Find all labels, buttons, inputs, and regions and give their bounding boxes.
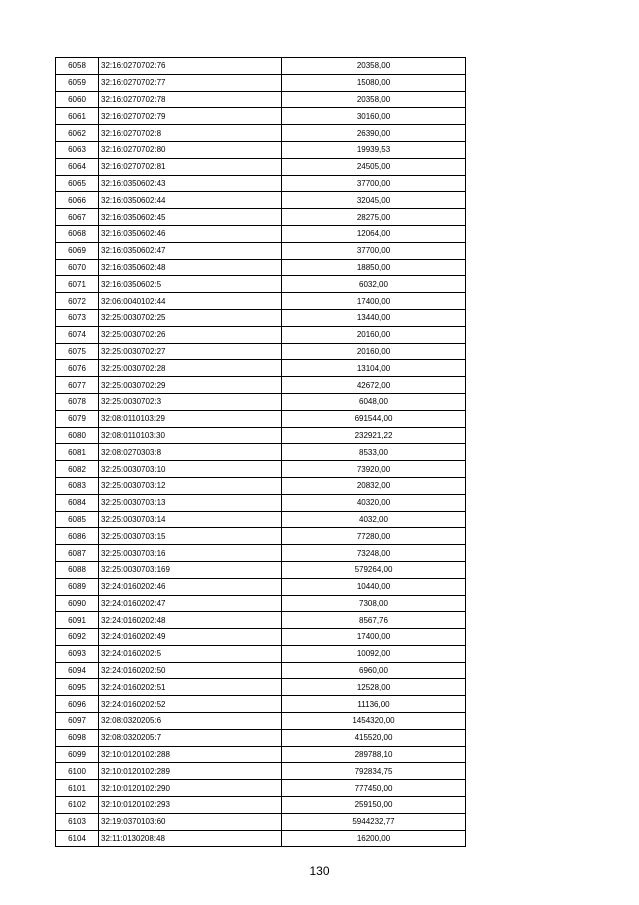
- value-cell: 40320,00: [282, 494, 466, 511]
- cadastral-number-cell: 32:08:0110103:30: [99, 427, 282, 444]
- cadastral-number-cell: 32:25:0030703:169: [99, 561, 282, 578]
- cadastral-number-cell: 32:25:0030703:15: [99, 528, 282, 545]
- cadastral-number-cell: 32:16:0270702:80: [99, 141, 282, 158]
- value-cell: 5944232,77: [282, 813, 466, 830]
- row-number-cell: 6102: [56, 797, 99, 814]
- value-cell: 7308,00: [282, 595, 466, 612]
- cadastral-number-cell: 32:10:0120102:289: [99, 763, 282, 780]
- cadastral-number-cell: 32:25:0030702:27: [99, 343, 282, 360]
- row-number-cell: 6085: [56, 511, 99, 528]
- cadastral-number-cell: 32:24:0160202:46: [99, 578, 282, 595]
- row-number-cell: 6063: [56, 141, 99, 158]
- table-row: [56, 444, 466, 461]
- cadastral-number-cell: 32:08:0320205:7: [99, 729, 282, 746]
- table-row: [56, 377, 466, 394]
- row-number-cell: 6100: [56, 763, 99, 780]
- cadastral-number-cell: 32:25:0030702:28: [99, 360, 282, 377]
- value-cell: 6032,00: [282, 276, 466, 293]
- value-cell: 10440,00: [282, 578, 466, 595]
- table-row: [56, 679, 466, 696]
- value-cell: 30160,00: [282, 108, 466, 125]
- value-cell: 77280,00: [282, 528, 466, 545]
- value-cell: 12064,00: [282, 225, 466, 242]
- table-row: [56, 343, 466, 360]
- cadastral-number-cell: 32:16:0270702:81: [99, 158, 282, 175]
- row-number-cell: 6072: [56, 293, 99, 310]
- value-cell: 6048,00: [282, 393, 466, 410]
- value-cell: 691544,00: [282, 410, 466, 427]
- table-row: [56, 225, 466, 242]
- value-cell: 18850,00: [282, 259, 466, 276]
- value-cell: 8567,76: [282, 612, 466, 629]
- row-number-cell: 6095: [56, 679, 99, 696]
- table-row: [56, 259, 466, 276]
- cadastral-number-cell: 32:08:0320205:6: [99, 713, 282, 730]
- cadastral-number-cell: 32:10:0120102:288: [99, 746, 282, 763]
- row-number-cell: 6080: [56, 427, 99, 444]
- table-row: [56, 511, 466, 528]
- row-number-cell: 6086: [56, 528, 99, 545]
- row-number-cell: 6088: [56, 561, 99, 578]
- cadastral-number-cell: 32:24:0160202:50: [99, 662, 282, 679]
- table-row: [56, 645, 466, 662]
- cadastral-number-cell: 32:24:0160202:52: [99, 696, 282, 713]
- cadastral-number-cell: 32:16:0350602:43: [99, 175, 282, 192]
- cadastral-number-cell: 32:25:0030702:25: [99, 309, 282, 326]
- cadastral-number-cell: 32:16:0350602:44: [99, 192, 282, 209]
- row-number-cell: 6071: [56, 276, 99, 293]
- row-number-cell: 6066: [56, 192, 99, 209]
- row-number-cell: 6084: [56, 494, 99, 511]
- table-row: [56, 125, 466, 142]
- table-row: [56, 545, 466, 562]
- value-cell: 415520,00: [282, 729, 466, 746]
- row-number-cell: 6079: [56, 410, 99, 427]
- cadastral-number-cell: 32:10:0120102:290: [99, 780, 282, 797]
- table-row: [56, 242, 466, 259]
- value-cell: 16200,00: [282, 830, 466, 847]
- row-number-cell: 6067: [56, 209, 99, 226]
- table-row: [56, 192, 466, 209]
- cadastral-number-cell: 32:19:0370103:60: [99, 813, 282, 830]
- value-cell: 12528,00: [282, 679, 466, 696]
- table-row: [56, 276, 466, 293]
- cadastral-number-cell: 32:24:0160202:47: [99, 595, 282, 612]
- cadastral-number-cell: 32:16:0270702:78: [99, 91, 282, 108]
- value-cell: 73920,00: [282, 461, 466, 478]
- row-number-cell: 6099: [56, 746, 99, 763]
- cadastral-number-cell: 32:06:0040102:44: [99, 293, 282, 310]
- row-number-cell: 6069: [56, 242, 99, 259]
- cadastral-number-cell: 32:25:0030703:14: [99, 511, 282, 528]
- row-number-cell: 6090: [56, 595, 99, 612]
- value-cell: 17400,00: [282, 293, 466, 310]
- value-cell: 20358,00: [282, 58, 466, 75]
- cadastral-number-cell: 32:16:0350602:45: [99, 209, 282, 226]
- table-row: [56, 91, 466, 108]
- row-number-cell: 6060: [56, 91, 99, 108]
- value-cell: 15080,00: [282, 74, 466, 91]
- table-row: [56, 696, 466, 713]
- row-number-cell: 6103: [56, 813, 99, 830]
- table-row: [56, 410, 466, 427]
- value-cell: 777450,00: [282, 780, 466, 797]
- row-number-cell: 6064: [56, 158, 99, 175]
- table-row: [56, 74, 466, 91]
- page-number: 130: [309, 864, 330, 878]
- row-number-cell: 6059: [56, 74, 99, 91]
- row-number-cell: 6097: [56, 713, 99, 730]
- cadastral-number-cell: 32:16:0350602:46: [99, 225, 282, 242]
- row-number-cell: 6089: [56, 578, 99, 595]
- row-number-cell: 6065: [56, 175, 99, 192]
- row-number-cell: 6078: [56, 393, 99, 410]
- table-row: [56, 813, 466, 830]
- value-cell: 28275,00: [282, 209, 466, 226]
- table-row: [56, 360, 466, 377]
- row-number-cell: 6104: [56, 830, 99, 847]
- table-row: [56, 461, 466, 478]
- table-body: [56, 58, 466, 847]
- cadastral-number-cell: 32:25:0030702:26: [99, 326, 282, 343]
- table-row: [56, 293, 466, 310]
- row-number-cell: 6062: [56, 125, 99, 142]
- row-number-cell: 6073: [56, 309, 99, 326]
- value-cell: 792834,75: [282, 763, 466, 780]
- value-cell: 259150,00: [282, 797, 466, 814]
- table-row: [56, 662, 466, 679]
- row-number-cell: 6093: [56, 645, 99, 662]
- table-row: [56, 326, 466, 343]
- row-number-cell: 6092: [56, 629, 99, 646]
- table-row: [56, 477, 466, 494]
- cadastral-number-cell: 32:24:0160202:51: [99, 679, 282, 696]
- cadastral-number-cell: 32:16:0350602:48: [99, 259, 282, 276]
- cadastral-number-cell: 32:25:0030703:13: [99, 494, 282, 511]
- value-cell: 24505,00: [282, 158, 466, 175]
- value-cell: 4032,00: [282, 511, 466, 528]
- table-row: [56, 746, 466, 763]
- cadastral-number-cell: 32:24:0160202:5: [99, 645, 282, 662]
- cadastral-number-cell: 32:25:0030703:10: [99, 461, 282, 478]
- table-row: [56, 108, 466, 125]
- row-number-cell: 6083: [56, 477, 99, 494]
- table-row: [56, 141, 466, 158]
- table-row: [56, 427, 466, 444]
- value-cell: 17400,00: [282, 629, 466, 646]
- table-row: [56, 830, 466, 847]
- table-row: [56, 494, 466, 511]
- cadastral-value-table: [55, 57, 466, 847]
- row-number-cell: 6098: [56, 729, 99, 746]
- value-cell: 26390,00: [282, 125, 466, 142]
- value-cell: 32045,00: [282, 192, 466, 209]
- cadastral-number-cell: 32:08:0270303:8: [99, 444, 282, 461]
- cadastral-number-cell: 32:24:0160202:48: [99, 612, 282, 629]
- table-row: [56, 175, 466, 192]
- table-row: [56, 578, 466, 595]
- cadastral-number-cell: 32:16:0270702:77: [99, 74, 282, 91]
- value-cell: 10092,00: [282, 645, 466, 662]
- value-cell: 37700,00: [282, 175, 466, 192]
- table-row: [56, 528, 466, 545]
- row-number-cell: 6077: [56, 377, 99, 394]
- cadastral-number-cell: 32:16:0270702:8: [99, 125, 282, 142]
- value-cell: 42672,00: [282, 377, 466, 394]
- row-number-cell: 6061: [56, 108, 99, 125]
- table-row: [56, 713, 466, 730]
- cadastral-number-cell: 32:16:0270702:76: [99, 58, 282, 75]
- value-cell: 20358,00: [282, 91, 466, 108]
- value-cell: 13440,00: [282, 309, 466, 326]
- value-cell: 20160,00: [282, 326, 466, 343]
- value-cell: 1454320,00: [282, 713, 466, 730]
- row-number-cell: 6081: [56, 444, 99, 461]
- cadastral-number-cell: 32:25:0030702:29: [99, 377, 282, 394]
- value-cell: 8533,00: [282, 444, 466, 461]
- table-row: [56, 393, 466, 410]
- cadastral-number-cell: 32:25:0030703:16: [99, 545, 282, 562]
- value-cell: 73248,00: [282, 545, 466, 562]
- table-row: [56, 797, 466, 814]
- row-number-cell: 6101: [56, 780, 99, 797]
- cadastral-number-cell: 32:25:0030702:3: [99, 393, 282, 410]
- table-row: [56, 209, 466, 226]
- value-cell: 289788,10: [282, 746, 466, 763]
- row-number-cell: 6076: [56, 360, 99, 377]
- cadastral-number-cell: 32:10:0120102:293: [99, 797, 282, 814]
- cadastral-number-cell: 32:24:0160202:49: [99, 629, 282, 646]
- row-number-cell: 6075: [56, 343, 99, 360]
- cadastral-number-cell: 32:08:0110103:29: [99, 410, 282, 427]
- cadastral-number-cell: 32:16:0270702:79: [99, 108, 282, 125]
- row-number-cell: 6091: [56, 612, 99, 629]
- value-cell: 19939,53: [282, 141, 466, 158]
- cadastral-number-cell: 32:16:0350602:47: [99, 242, 282, 259]
- row-number-cell: 6068: [56, 225, 99, 242]
- table-row: [56, 629, 466, 646]
- table-row: [56, 158, 466, 175]
- row-number-cell: 6070: [56, 259, 99, 276]
- table-row: [56, 561, 466, 578]
- value-cell: 11136,00: [282, 696, 466, 713]
- table-row: [56, 780, 466, 797]
- row-number-cell: 6096: [56, 696, 99, 713]
- value-cell: 20160,00: [282, 343, 466, 360]
- table-row: [56, 309, 466, 326]
- table-row: [56, 595, 466, 612]
- value-cell: 232921,22: [282, 427, 466, 444]
- row-number-cell: 6058: [56, 58, 99, 75]
- value-cell: 13104,00: [282, 360, 466, 377]
- row-number-cell: 6074: [56, 326, 99, 343]
- table-row: [56, 612, 466, 629]
- cadastral-number-cell: 32:16:0350602:5: [99, 276, 282, 293]
- value-cell: 579264,00: [282, 561, 466, 578]
- table-row: [56, 763, 466, 780]
- cadastral-number-cell: 32:11:0130208:48: [99, 830, 282, 847]
- row-number-cell: 6087: [56, 545, 99, 562]
- value-cell: 20832,00: [282, 477, 466, 494]
- row-number-cell: 6082: [56, 461, 99, 478]
- table-row: [56, 729, 466, 746]
- value-cell: 6960,00: [282, 662, 466, 679]
- table-row: [56, 58, 466, 75]
- value-cell: 37700,00: [282, 242, 466, 259]
- cadastral-number-cell: 32:25:0030703:12: [99, 477, 282, 494]
- row-number-cell: 6094: [56, 662, 99, 679]
